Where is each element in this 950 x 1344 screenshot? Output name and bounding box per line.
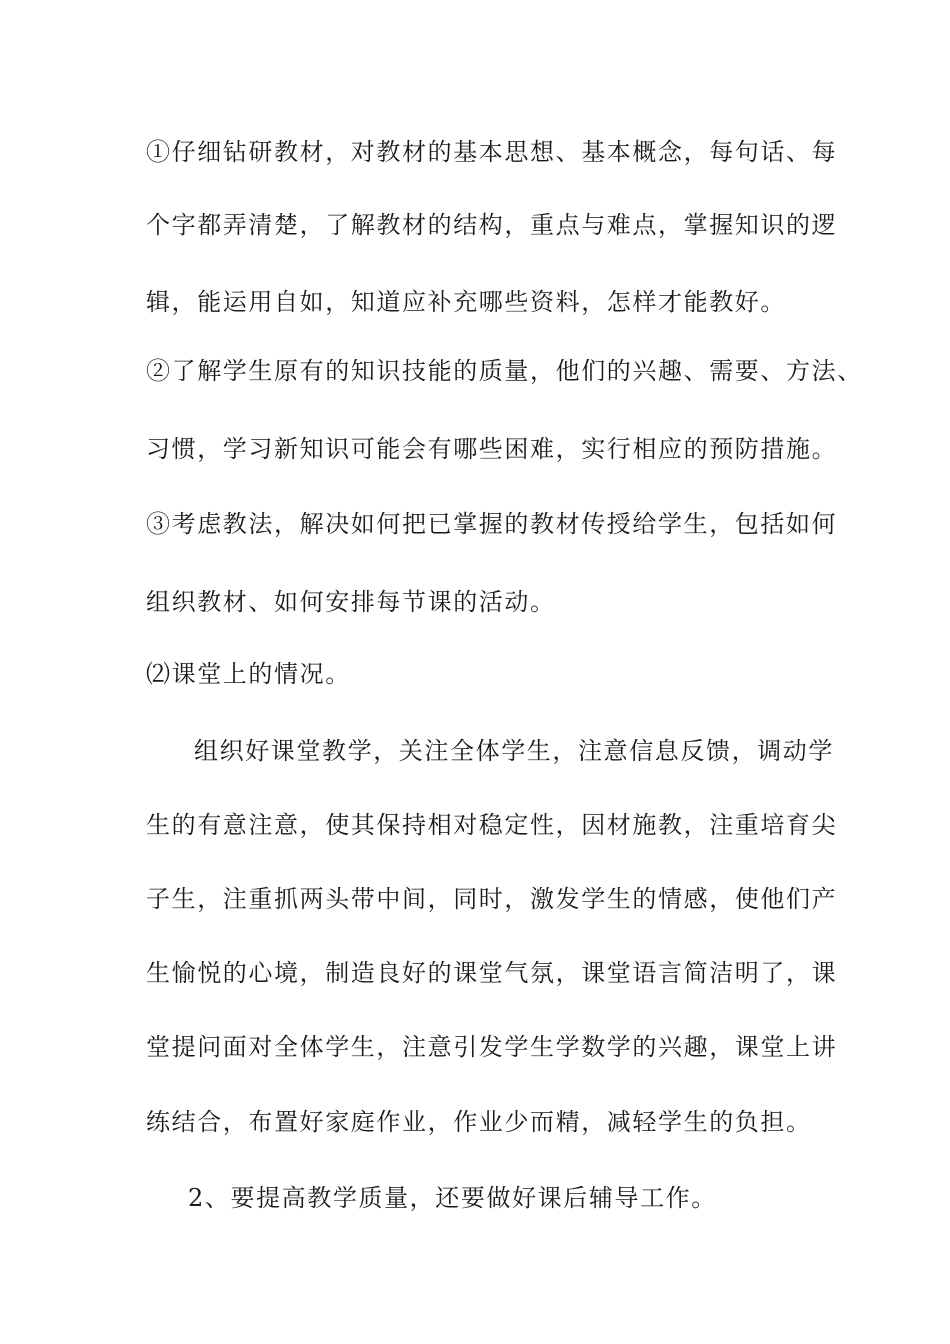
text-line-7: 组织教材、如何安排每节课的活动。 [146, 588, 556, 616]
section-heading: ⑵课堂上的情况。 [146, 660, 351, 688]
text-line-9: 组织好课堂教学，关注全体学生，注意信息反馈，调动学 [194, 737, 834, 765]
text-line-13: 堂提问面对全体学生，注意引发学生学数学的兴趣，课堂上讲 [146, 1033, 838, 1061]
text-line-3: 辑，能运用自如，知道应补充哪些资料，怎样才能教好。 [146, 288, 786, 316]
text-line-14: 练结合，布置好家庭作业，作业少而精，减轻学生的负担。 [146, 1108, 812, 1136]
text-line-12: 生愉悦的心境，制造良好的课堂气氛，课堂语言简洁明了，课 [146, 959, 838, 987]
text-line-5: 习惯，学习新知识可能会有哪些困难，实行相应的预防措施。 [146, 435, 838, 463]
text-line-15: 2、要提高教学质量，还要做好课后辅导工作。 [188, 1184, 717, 1212]
text-line-2: 个字都弄清楚，了解教材的结构，重点与难点，掌握知识的逻 [146, 211, 838, 239]
text-line-4: ②了解学生原有的知识技能的质量，他们的兴趣、需要、方法、 [146, 357, 863, 385]
text-line-11: 子生，注重抓两头带中间，同时，激发学生的情感，使他们产 [146, 885, 838, 913]
text-line-10: 生的有意注意，使其保持相对稳定性，因材施教，注重培育尖 [146, 811, 838, 839]
text-line-1: ①仔细钻研教材，对教材的基本思想、基本概念，每句话、每 [146, 138, 838, 166]
text-line-6: ③考虑教法，解决如何把已掌握的教材传授给学生，包括如何 [146, 510, 838, 538]
